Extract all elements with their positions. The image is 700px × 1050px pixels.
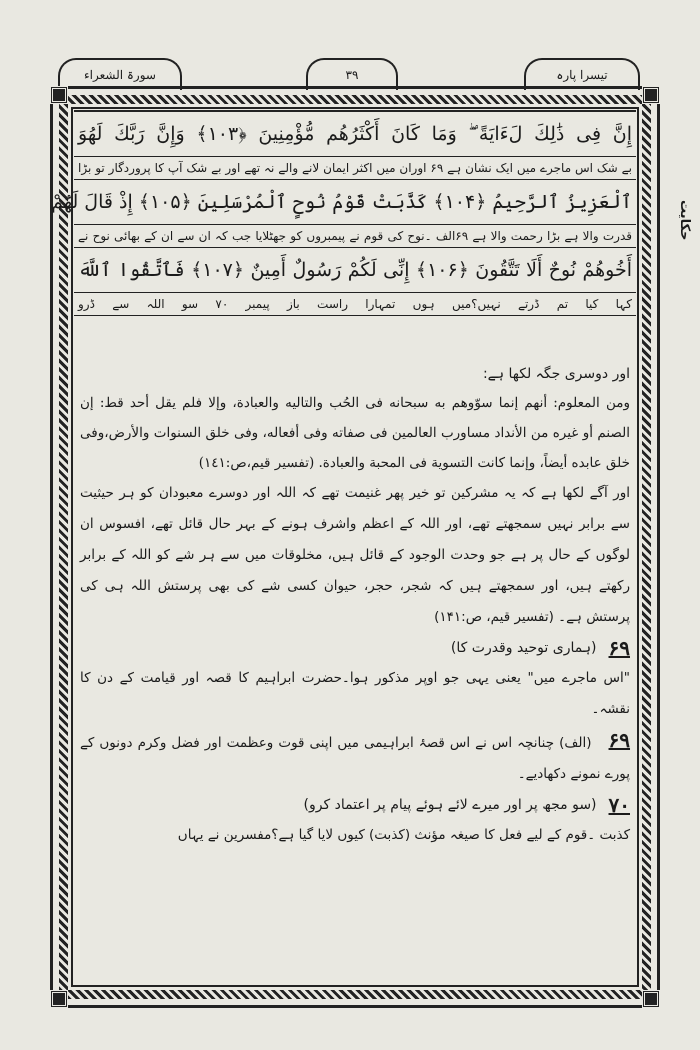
margin-mark: حکایت (677, 200, 692, 241)
note-text: "اس ماجرے میں" یعنی یہی جو اوپر مذکور ہوا۔حضرت ابراہیم کا قصہ اور قیامت کے دن کا نقشہ۔ (80, 670, 630, 717)
note-title: (سو مجھ پر اور میرے لائے ہوئے پیام پر اعتماد کرو) (303, 797, 597, 813)
verse-table (51, 110, 636, 316)
arabic-verse-line-2: ٱلْعَزِيزُ ٱلرَّحِيمُ ﴿۱۰۴﴾ كَذَّبَتْ قَوْمُ نُوحٍ ٱلْمُرْسَلِينَ ﴿۱۰۵﴾ إِذْ قَالَ لَهُمْ (74, 180, 636, 225)
note-text: چنانچہ اس نے اس قصۂ ابراہیمی میں اپنی قوت وعظمت اور فضل وکرم دونوں کے پورے نمونے دکھادیے۔ (80, 735, 630, 782)
commentary-intro: اور دوسری جگہ لکھا ہے: (482, 366, 630, 382)
corner-ornament-icon (50, 990, 68, 1008)
urdu-translation-line-2: قدرت والا ہے بڑا رحمت والا ہے ۶۹الف ۔نوح کی قوم نے پیمبروں کو جھٹلایا جب کہ ان سے ان کے بھائی نوح نے (74, 225, 636, 248)
para-name: تیسرا پارہ (556, 68, 608, 82)
note-69a (80, 725, 630, 790)
urdu-translation-line-3: کہا کیا تم ڈرتے نہیں؟میں ہوں تمہارا راست باز پیمبر ۷۰ سو اللہ سے ڈرو (74, 293, 636, 316)
surah-name: سورۃ الشعراء (84, 68, 156, 82)
corner-ornament-icon (50, 86, 68, 104)
note-number: ۶۹ (608, 728, 631, 752)
note-number: ۷۰ (608, 793, 630, 817)
note-heading-70 (80, 790, 630, 820)
urdu-translation-line-1: بے شک اس ماجرے میں ایک نشان ہے ۶۹ اوران میں اکثر ایمان لانے والے نہ تھے اور بے شک آپ کا پروردگار تو بڑا (74, 157, 636, 180)
urdu-paragraph: اور آگے لکھا ہے کہ یہ مشرکین تو خیر پھر غنیمت تھے کہ اللہ اور دوسرے معبودان کو ہر حیثیت سے برابر نہیں سمجھتے تھے، اور اللہ کے اعظم واشرف ہونے کے بہر حال قائل تھے، افسوس ان لوگوں کے حال پر ہے جو وحدت الوجود کے قائل ہیں، مخلوقات میں سے ہر شے کو اللہ کے برابر رکھتے ہیں، اور سمجھتے ہیں کہ شجر، حجر، حیوان کسی شے کی بھی پرستش اللہ ہی کی پرستش ہے۔ (تفسیر قیم، ص:۱۴۱) (80, 485, 630, 625)
corner-ornament-icon (642, 990, 660, 1008)
note-number: ۶۹ (608, 636, 630, 660)
note-text: کذبت ۔قوم کے لیے فعل کا صیغہ مؤنث (کذبت) کیوں لایا گیا ہے؟مفسرین نے یہاں (177, 827, 630, 843)
commentary (74, 360, 636, 851)
page-number: ۳۹ (345, 68, 359, 82)
note-title: (ہماری توحید وقدرت کا) (450, 640, 597, 656)
note-title: (الف) (559, 735, 592, 751)
arabic-quotation: ومن المعلوم: أنهم إنما سوّوهم به سبحانه فى الحُب والتاليه والعبادة، وإلا فلم يقل أحد قط: إن الصنم أو غيره من الأنداد مساورب العالمين فى صفاته وفى أفعاله، وفى خلق السنوات والأرض،وفى خلق عابده أيضاً، وإنما كانت التسوية فى المحبة والعبادة. (تفسير قيم،ص:١٤١) (80, 395, 630, 471)
corner-ornament-icon (642, 86, 660, 104)
page-content (51, 110, 636, 984)
note-heading-69 (80, 633, 630, 663)
arabic-verse-line-3: أَخُوهُمْ نُوحٌ أَلَا تَتَّقُونَ ﴿۱۰۶﴾ إِنِّى لَكُمْ رَسُولٌ أَمِينٌ ﴿۱۰۷﴾ فَٱتَّقُوا ٱللَّهَ (74, 248, 636, 293)
arabic-verse-line-1: إِنَّ فِى ذَٰلِكَ لَءَايَةً ۖ وَمَا كَانَ أَكْثَرُهُم مُّؤْمِنِينَ ﴿۱۰۳﴾ وَإِنَّ رَبَّكَ لَهُوَ (74, 112, 636, 157)
